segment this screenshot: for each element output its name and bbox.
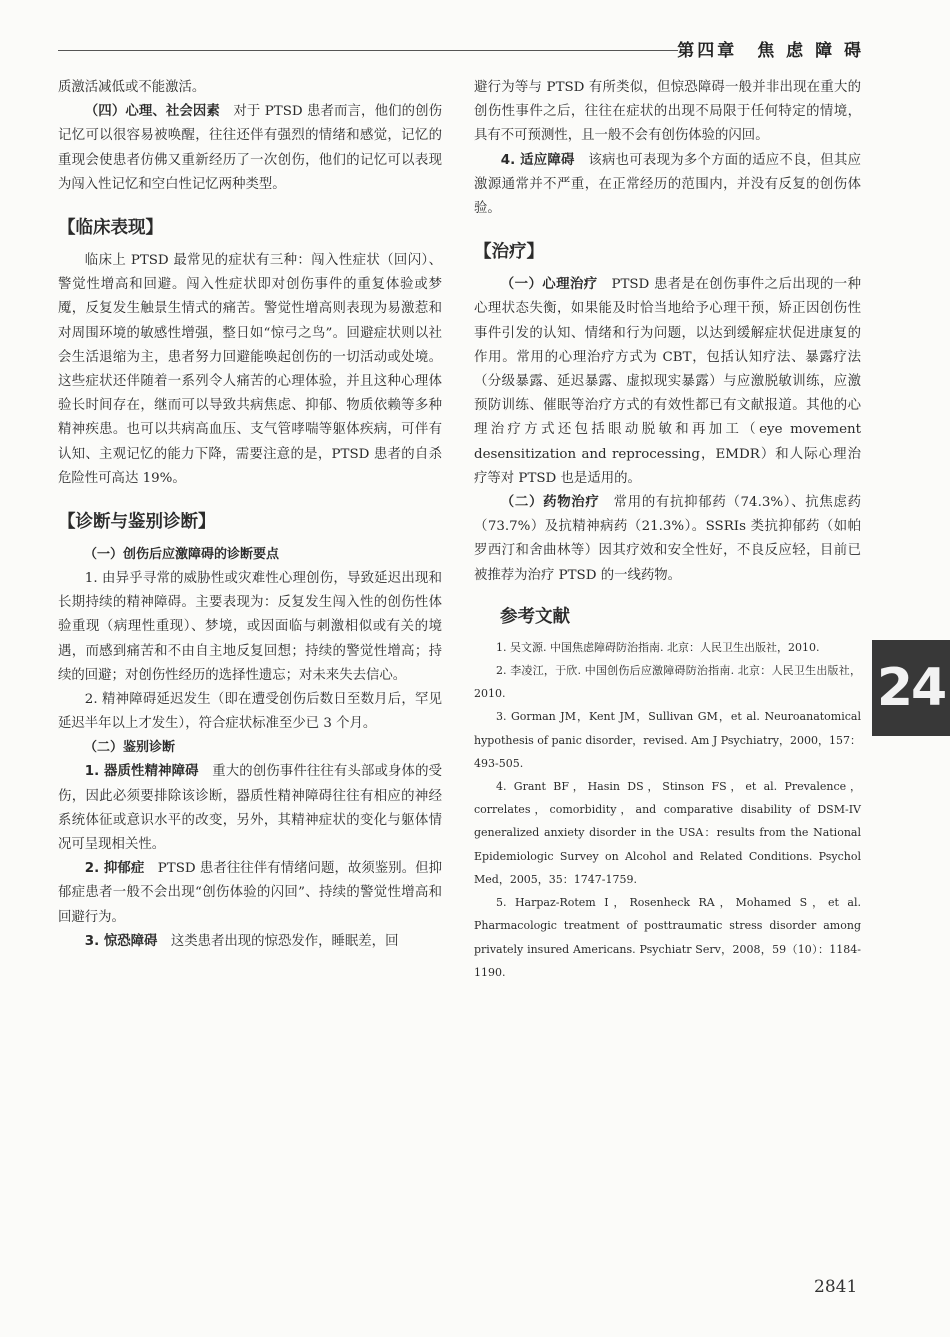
psychotherapy-paragraph xyxy=(474,273,861,491)
factor4-text: 对于 PTSD 患者而言，他们的创伤记忆可以很容易被唤醒，往往还伴有强烈的情绪和感觉，记忆的重现会使患者仿佛又重新经历了一次创伤，他们的记忆可以表现为闯入性记忆和空白性记忆两种类型。 xyxy=(58,104,442,192)
dd2-text: PTSD 患者往往伴有情绪问题，故须鉴别。但抑郁症患者一般不会出现“创伤体验的闪回”、持续的警觉性增高和回避行为。 xyxy=(58,861,442,925)
t2-text: 常用的有抗抑郁药（74.3%）、抗焦虑药（73.7%）及抗精神病药（21.3%）。SSRIs 类抗抑郁药（如帕罗西汀和舍曲林等）因其疗效和安全性好，不良反应轻，目前已被推荐为治疗 PTSD 的一线药物。 xyxy=(474,495,861,583)
clinical-text: 临床上 PTSD 最常见的症状有三种：闯入性症状（回闪）、警觉性增高和回避。闯入性症状即对创伤事件的重复体验或梦魇，反复发生触景生情式的痛苦。警觉性增高则表现为易激惹和对周围环境的敏感性增强，整日如“惊弓之鸟”。回避症状则以社会生活退缩为主，患者努力回避能唤起创伤的一切活动或处境。这些症状还伴随着一系列令人痛苦的心理体验，并且这种心理体验长时间存在，继而可以导致共病焦虑、抑郁、物质依赖等多种精神疾患。也可以共病高血压、支气管哮喘等躯体疾病，可伴有认知、主观记忆的能力下降，需要注意的是，PTSD 患者的自杀危险性可高达 19%。 xyxy=(58,253,442,486)
diagnosis-subheading-1: （一）创伤后应激障碍的诊断要点 xyxy=(84,547,280,563)
differential-item-3 xyxy=(58,930,442,954)
dd2-label: 2. 抑郁症 xyxy=(84,861,145,877)
dd1-text: 重大的创伤事件往往有头部或身体的受伤，因此必须要排除该诊断，器质性精神障碍往往有相应的神经系统体征或意识水平的改变，另外，其精神症状的变化与躯体情况可呈现相关性。 xyxy=(58,764,442,853)
t2-label: （二）药物治疗 xyxy=(500,495,600,511)
reference-item: 3. Gorman JM，Kent JM，Sullivan GM，et al. Neuroanatomical hypothesis of panic disorder，revised. Am J Psychiatry，2000，157：493-505. xyxy=(474,710,861,770)
psych-social-factors-paragraph xyxy=(58,100,442,197)
right-column xyxy=(474,76,861,984)
dd3-label: 3. 惊恐障碍 xyxy=(84,933,158,949)
differential-item-4 xyxy=(474,149,861,222)
treatment-heading: 【治疗】 xyxy=(474,242,544,263)
diagnosis-subheading-2: （二）鉴别诊断 xyxy=(84,740,176,756)
reference-item: 2. 李凌江，于欣. 中国创伤后应激障碍防治指南. 北京：人民卫生出版社，2010. xyxy=(474,664,861,701)
reference-item: 4. Grant BF，Hasin DS，Stinson FS，et al. Prevalence，correlates，comorbidity，and comparative disability of DSM-IV generalized anxiety disorder in the USA：results from the National Epidemiologic Survey on Alcohol and Related Conditions. Psychol Med，2005，35：1747-1759. xyxy=(474,780,861,886)
pharmacotherapy-paragraph xyxy=(474,491,861,588)
reference-item: 5. Harpaz-Rotem I，Rosenheck RA，Mohamed S，et al. Pharmacologic treatment of posttraumatic stress disorder among privately insured Americans. Psychiatr Serv，2008，59（10）：1184-1190. xyxy=(474,896,861,979)
reference-item: 1. 吴文源. 中国焦虑障碍防治指南. 北京：人民卫生出版社，2010. xyxy=(496,640,820,654)
t1-label: （一）心理治疗 xyxy=(500,277,598,293)
dd3-text: 这类患者出现的惊恐发作，睡眠差，回 xyxy=(157,933,399,949)
left-column xyxy=(58,76,442,954)
clinical-heading: 【临床表现】 xyxy=(58,218,163,239)
diagnosis-item-2: 2. 精神障碍延迟发生（即在遭受创伤后数日至数月后，罕见延迟半年以上才发生），符合症状标准至少已 3 个月。 xyxy=(58,692,442,732)
diagnosis-item-1: 1. 由异乎寻常的威胁性或灾难性心理创伤，导致延迟出现和长期持续的精神障碍。主要表现为：反复发生闯入性的创伤性体验重现（病理性重现）、梦境，或因面临与刺激相似或有关的境遇，而感到痛苦和不由自主地反复回想；持续的警觉性增高；持续的回避；对创伤性经历的选择性遗忘；对未来失去信心。 xyxy=(58,571,442,683)
differential-item-1 xyxy=(58,760,442,857)
chapter-title: 第四章 焦 虑 障 碍 xyxy=(677,41,864,61)
dd4-label: 4. 适应障碍 xyxy=(500,152,575,168)
continuation-text-right: 避行为等与 PTSD 有所类似，但惊恐障碍一般并非出现在重大的创伤性事件之后，往往在症状的出现不局限于任何特定的情境，具有不可预测性，且一般不会有创伤体验的闪回。 xyxy=(474,80,861,144)
references-heading: 参考文献 xyxy=(500,606,570,627)
diagnosis-heading: 【诊断与鉴别诊断】 xyxy=(58,512,216,533)
factor4-label: （四）心理、社会因素 xyxy=(84,104,220,120)
page-number: 2841 xyxy=(814,1277,858,1297)
differential-item-2 xyxy=(58,857,442,930)
header-rule xyxy=(58,50,678,51)
chapter-thumb-tab: 24 xyxy=(872,640,950,736)
dd1-label: 1. 器质性精神障碍 xyxy=(84,764,199,780)
t1-text: PTSD 患者是在创伤事件之后出现的一种心理状态失衡，如果能及时恰当地给予心理干预，矫正因创伤性事件引发的认知、情绪和行为问题，以达到缓解症状促进康复的作用。常用的心理治疗方式为 CBT，包括认知疗法、暴露疗法（分级暴露、延迟暴露、虚拟现实暴露）与应激脱敏训练，应激预防训练、催眠等治疗方式的有效性都已有文献报道。其他的心理治疗方式还包括眼动脱敏和再加工（eye movement desensitization and reprocessing，EMDR）和人际心理治疗等对 PTSD 也是适用的。 xyxy=(474,277,861,486)
dd4-text: 该病也可表现为多个方面的适应不良，但其应激源通常并不严重，在正常经历的范围内，并没有反复的创伤体验。 xyxy=(474,152,861,217)
continuation-text: 质激活减低或不能激活。 xyxy=(58,80,206,95)
